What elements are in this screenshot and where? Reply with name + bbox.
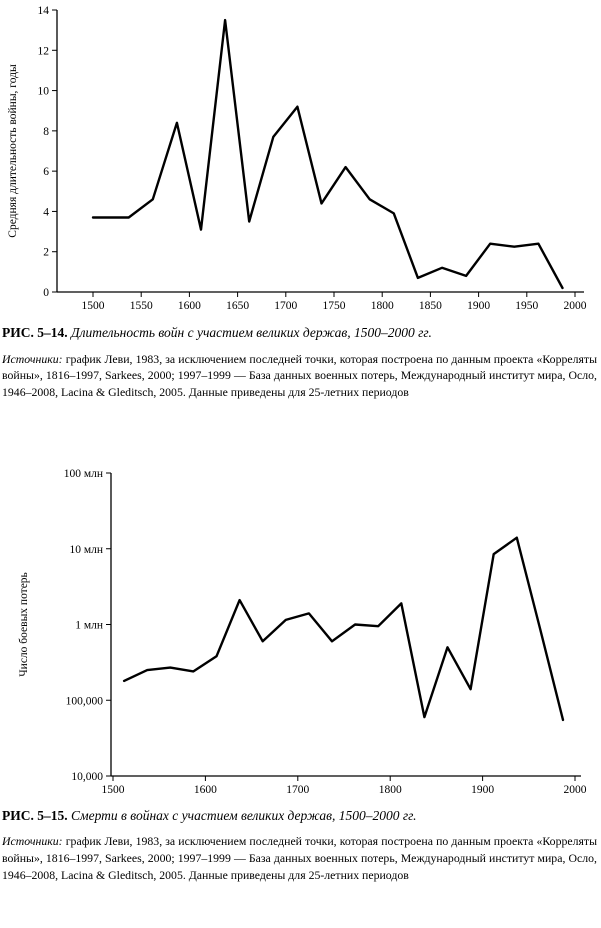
sources-label: Источники: [2,834,63,849]
x-tick-label: 1850 [418,300,442,312]
x-tick-label: 1900 [467,300,491,312]
y-axis-title: Число боевых потерь [18,571,30,677]
x-tick-label: 1500 [81,300,105,312]
x-tick-label: 1600 [177,300,201,312]
x-tick-label: 1500 [101,783,125,796]
y-tick-label: 100,000 [65,695,103,708]
figure-5-14-caption [0,324,601,342]
sources-text: график Леви, 1983, за исключением последней точки, которая построена по данным проекта «Корреляты войны», 1816–1997, Sarkees, 2000; 1997–1999 — База данных военных потерь, Международный институт мира, Осло, 1946–2008, Lacina & Gleditsch, 2005. Данные приведены для 25-летних периодов [2,351,597,400]
figure-5-14-title: Длительность войн с участием великих держав, 1500–2000 гг. [71,325,432,340]
x-tick-label: 1800 [370,300,394,312]
figure-5-15-sources [0,833,601,883]
y-tick-label: 0 [43,287,49,299]
figure-5-15-number: РИС. 5–15. [2,807,68,823]
x-tick-label: 2000 [563,300,587,312]
war-duration-chart [0,0,601,316]
sources-text: график Леви, 1983, за исключением последней точки, которая построена по данным проекта «Корреляты войны», 1816–1997, Sarkees, 2000; 1997–1999 — База данных военных потерь, Международный институт мира, Осло, 1946–2008, Lacina & Gleditsch, 2005. Данные приведены для 25-летних периодов [2,834,597,882]
x-tick-label: 1900 [471,783,495,796]
battle-deaths-data-line [124,537,563,719]
y-tick-label: 2 [43,246,49,259]
x-tick-label: 1600 [193,783,217,796]
figure-5-15-caption [0,807,601,825]
y-tick-label: 10,000 [71,770,103,783]
y-tick-label: 10 [37,85,49,98]
x-tick-label: 1550 [129,300,153,312]
x-tick-label: 1750 [322,300,346,312]
figure-5-14-number: РИС. 5–14. [2,325,68,340]
y-axis-title: Средняя длительность войны, годы [7,64,19,238]
battle-deaths-svg [0,461,601,799]
y-tick-label: 14 [37,5,49,17]
sources-label: Источники: [2,351,63,366]
figure-5-14-sources [0,351,601,401]
x-tick-label: 1800 [378,783,402,796]
y-tick-label: 12 [37,45,49,58]
x-tick-label: 1700 [286,783,310,796]
y-tick-label: 10 млн [69,543,103,556]
figure-5-15-title: Смерти в войнах с участием великих держав, 1500–2000 гг. [71,807,417,823]
x-tick-label: 2000 [563,783,587,796]
x-tick-label: 1700 [274,300,298,312]
war-duration-svg [0,0,601,316]
y-tick-label: 4 [43,206,49,219]
y-tick-label: 1 млн [75,619,103,632]
x-tick-label: 1650 [226,300,250,312]
war-duration-data-line [93,20,563,288]
y-tick-label: 6 [43,166,49,179]
battle-deaths-chart [0,461,601,799]
y-tick-label: 8 [43,125,49,138]
x-tick-label: 1950 [515,300,539,312]
y-tick-label: 100 млн [63,467,103,480]
